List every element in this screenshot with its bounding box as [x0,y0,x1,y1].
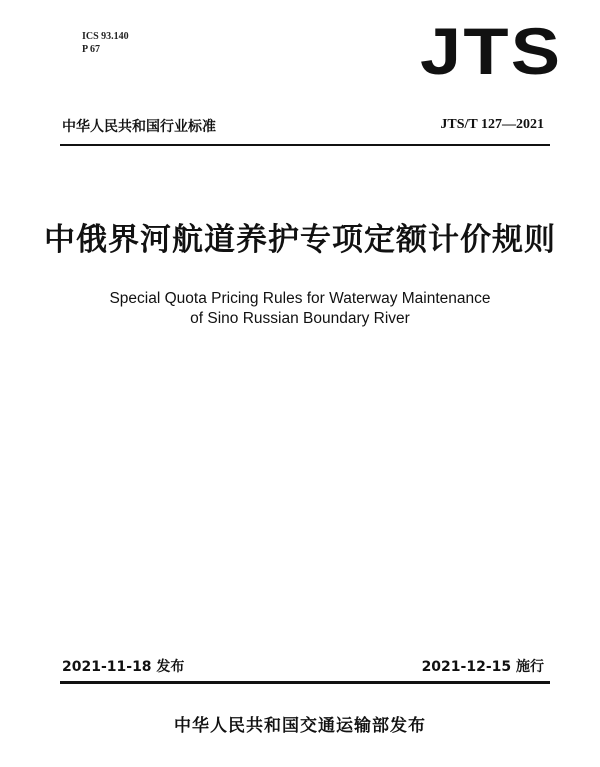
title-english-line-1: Special Quota Pricing Rules for Waterway Maintenance [109,290,491,307]
publisher: 中华人民共和国交通运输部发布 [174,716,426,736]
issue-date: 2021-11-18 发布 [62,659,185,675]
title-chinese: 中俄界河航道养护专项定额计价规则 [44,222,556,258]
header-divider [60,144,550,146]
standard-number: JTS/T 127—2021 [440,117,544,132]
standard-type: 中华人民共和国行业标准 [62,119,216,135]
footer-divider [60,681,550,684]
classification-codes [82,30,129,56]
class-code: P 67 [82,44,101,55]
title-english [0,289,600,329]
implementation-date: 2021-12-15 施行 [421,659,544,675]
jts-logo: JTS [420,14,563,88]
title-english-line-2: of Sino Russian Boundary River [190,310,410,327]
ics-code: ICS 93.140 [82,31,129,42]
